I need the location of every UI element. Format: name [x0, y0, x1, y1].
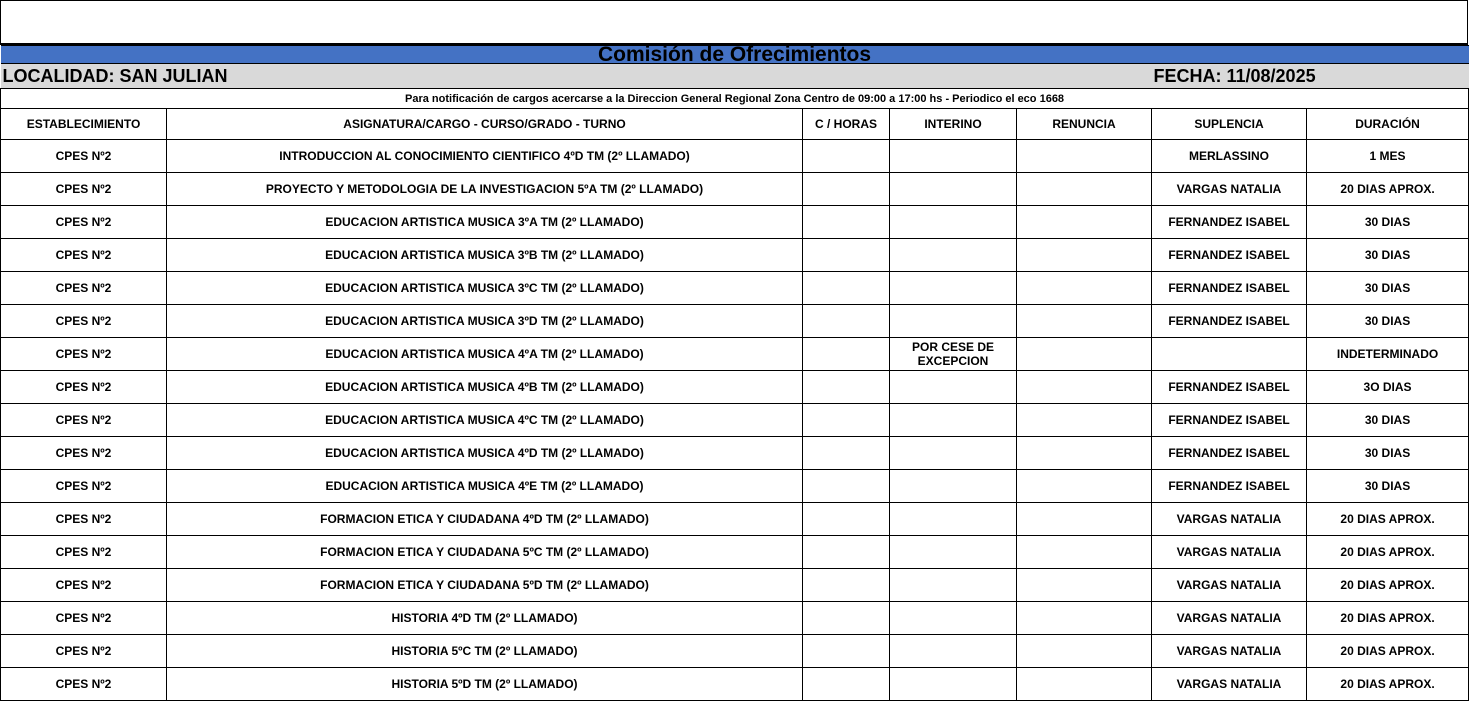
- cell-horas: [803, 635, 890, 668]
- cell-establecimiento: CPES Nº2: [1, 239, 167, 272]
- cell-asignatura: EDUCACION ARTISTICA MUSICA 3ºA TM (2º LLAMADO): [167, 206, 803, 239]
- fecha-label: FECHA: 11/08/2025: [1152, 64, 1469, 89]
- cell-renuncia: [1017, 239, 1152, 272]
- cell-asignatura: EDUCACION ARTISTICA MUSICA 3ºB TM (2º LLAMADO): [167, 239, 803, 272]
- cell-renuncia: [1017, 338, 1152, 371]
- cell-duracion: 3O DIAS: [1307, 371, 1469, 404]
- title-row: [1, 46, 1469, 64]
- cell-establecimiento: CPES Nº2: [1, 503, 167, 536]
- cell-suplencia: FERNANDEZ ISABEL: [1152, 371, 1307, 404]
- cell-renuncia: [1017, 305, 1152, 338]
- cell-duracion: 20 DIAS APROX.: [1307, 668, 1469, 701]
- cell-renuncia: [1017, 503, 1152, 536]
- cell-interino: [890, 470, 1017, 503]
- cell-interino: [890, 404, 1017, 437]
- cell-establecimiento: CPES Nº2: [1, 371, 167, 404]
- table-row: [1, 437, 1469, 470]
- col-header-duracion: DURACIÓN: [1307, 109, 1469, 140]
- cell-asignatura: PROYECTO Y METODOLOGIA DE LA INVESTIGACION 5ºA TM (2º LLAMADO): [167, 173, 803, 206]
- col-header-horas: C / HORAS: [803, 109, 890, 140]
- localidad-label: LOCALIDAD: SAN JULIAN: [1, 64, 1152, 89]
- cell-establecimiento: CPES Nº2: [1, 668, 167, 701]
- cell-interino: POR CESE DE EXCEPCION: [890, 338, 1017, 371]
- cell-horas: [803, 173, 890, 206]
- cell-suplencia: VARGAS NATALIA: [1152, 503, 1307, 536]
- cell-establecimiento: CPES Nº2: [1, 536, 167, 569]
- table-row: [1, 239, 1469, 272]
- cell-asignatura: EDUCACION ARTISTICA MUSICA 3ºC TM (2º LLAMADO): [167, 272, 803, 305]
- col-header-suplencia: SUPLENCIA: [1152, 109, 1307, 140]
- cell-horas: [803, 338, 890, 371]
- cell-horas: [803, 437, 890, 470]
- table-row: [1, 272, 1469, 305]
- table-row: [1, 503, 1469, 536]
- cell-establecimiento: CPES Nº2: [1, 470, 167, 503]
- cell-renuncia: [1017, 470, 1152, 503]
- cell-duracion: 30 DIAS: [1307, 470, 1469, 503]
- cell-suplencia: VARGAS NATALIA: [1152, 668, 1307, 701]
- cell-horas: [803, 140, 890, 173]
- cell-renuncia: [1017, 602, 1152, 635]
- cell-duracion: 20 DIAS APROX.: [1307, 173, 1469, 206]
- cell-establecimiento: CPES Nº2: [1, 602, 167, 635]
- cell-suplencia: MERLASSINO: [1152, 140, 1307, 173]
- cell-renuncia: [1017, 536, 1152, 569]
- cell-asignatura: FORMACION ETICA Y CIUDADANA 4ºD TM (2º LLAMADO): [167, 503, 803, 536]
- cell-suplencia: FERNANDEZ ISABEL: [1152, 206, 1307, 239]
- cell-interino: [890, 503, 1017, 536]
- cell-duracion: 30 DIAS: [1307, 305, 1469, 338]
- cell-asignatura: EDUCACION ARTISTICA MUSICA 3ºD TM (2º LLAMADO): [167, 305, 803, 338]
- table-row: [1, 206, 1469, 239]
- cell-asignatura: FORMACION ETICA Y CIUDADANA 5ºC TM (2º LLAMADO): [167, 536, 803, 569]
- table-row: [1, 602, 1469, 635]
- cell-asignatura: EDUCACION ARTISTICA MUSICA 4ºE TM (2º LLAMADO): [167, 470, 803, 503]
- cell-suplencia: VARGAS NATALIA: [1152, 173, 1307, 206]
- cell-horas: [803, 569, 890, 602]
- col-header-renuncia: RENUNCIA: [1017, 109, 1152, 140]
- cell-horas: [803, 239, 890, 272]
- cell-establecimiento: CPES Nº2: [1, 437, 167, 470]
- cell-duracion: 30 DIAS: [1307, 404, 1469, 437]
- cell-renuncia: [1017, 173, 1152, 206]
- col-header-establecimiento: ESTABLECIMIENTO: [1, 109, 167, 140]
- table-row: [1, 536, 1469, 569]
- cell-duracion: INDETERMINADO: [1307, 338, 1469, 371]
- col-header-interino: INTERINO: [890, 109, 1017, 140]
- cell-establecimiento: CPES Nº2: [1, 569, 167, 602]
- cell-horas: [803, 503, 890, 536]
- cell-asignatura: FORMACION ETICA Y CIUDADANA 5ºD TM (2º LLAMADO): [167, 569, 803, 602]
- table-row: [1, 470, 1469, 503]
- cell-establecimiento: CPES Nº2: [1, 173, 167, 206]
- cell-interino: [890, 635, 1017, 668]
- table-row: [1, 338, 1469, 371]
- cell-suplencia: FERNANDEZ ISABEL: [1152, 437, 1307, 470]
- cell-asignatura: INTRODUCCION AL CONOCIMIENTO CIENTIFICO 4ºD TM (2º LLAMADO): [167, 140, 803, 173]
- cell-establecimiento: CPES Nº2: [1, 140, 167, 173]
- column-header-row: [1, 109, 1469, 140]
- cell-interino: [890, 305, 1017, 338]
- cell-duracion: 20 DIAS APROX.: [1307, 602, 1469, 635]
- col-header-asignatura: ASIGNATURA/CARGO - CURSO/GRADO - TURNO: [167, 109, 803, 140]
- cell-establecimiento: CPES Nº2: [1, 305, 167, 338]
- cell-suplencia: VARGAS NATALIA: [1152, 635, 1307, 668]
- page-title: Comisión de Ofrecimientos: [1, 46, 1469, 64]
- cell-renuncia: [1017, 437, 1152, 470]
- cell-horas: [803, 470, 890, 503]
- cell-interino: [890, 602, 1017, 635]
- cell-horas: [803, 536, 890, 569]
- cell-suplencia: FERNANDEZ ISABEL: [1152, 470, 1307, 503]
- cell-horas: [803, 371, 890, 404]
- cell-suplencia: FERNANDEZ ISABEL: [1152, 305, 1307, 338]
- cell-establecimiento: CPES Nº2: [1, 206, 167, 239]
- cell-horas: [803, 206, 890, 239]
- table-row: [1, 668, 1469, 701]
- cell-interino: [890, 668, 1017, 701]
- cell-horas: [803, 272, 890, 305]
- cell-interino: [890, 536, 1017, 569]
- cell-suplencia: FERNANDEZ ISABEL: [1152, 404, 1307, 437]
- blank-header-cell: [0, 0, 1468, 45]
- cell-duracion: 20 DIAS APROX.: [1307, 635, 1469, 668]
- cell-renuncia: [1017, 272, 1152, 305]
- cell-renuncia: [1017, 206, 1152, 239]
- cell-duracion: 30 DIAS: [1307, 272, 1469, 305]
- cell-renuncia: [1017, 404, 1152, 437]
- cell-interino: [890, 371, 1017, 404]
- cell-duracion: 20 DIAS APROX.: [1307, 569, 1469, 602]
- note-row: [1, 89, 1469, 109]
- cell-horas: [803, 305, 890, 338]
- table-row: [1, 371, 1469, 404]
- cell-asignatura: HISTORIA 4ºD TM (2º LLAMADO): [167, 602, 803, 635]
- cell-establecimiento: CPES Nº2: [1, 635, 167, 668]
- cell-horas: [803, 404, 890, 437]
- cell-asignatura: EDUCACION ARTISTICA MUSICA 4ºB TM (2º LLAMADO): [167, 371, 803, 404]
- cell-interino: [890, 437, 1017, 470]
- cell-establecimiento: CPES Nº2: [1, 338, 167, 371]
- cell-asignatura: EDUCACION ARTISTICA MUSICA 4ºC TM (2º LLAMADO): [167, 404, 803, 437]
- cell-duracion: 1 MES: [1307, 140, 1469, 173]
- cell-renuncia: [1017, 635, 1152, 668]
- cell-interino: [890, 140, 1017, 173]
- cell-duracion: 30 DIAS: [1307, 437, 1469, 470]
- table-row: [1, 305, 1469, 338]
- cell-establecimiento: CPES Nº2: [1, 272, 167, 305]
- table-row: [1, 635, 1469, 668]
- cell-interino: [890, 173, 1017, 206]
- cell-suplencia: VARGAS NATALIA: [1152, 536, 1307, 569]
- cell-suplencia: [1152, 338, 1307, 371]
- table-row: [1, 404, 1469, 437]
- cell-duracion: 30 DIAS: [1307, 239, 1469, 272]
- cell-duracion: 20 DIAS APROX.: [1307, 503, 1469, 536]
- table-row: [1, 569, 1469, 602]
- cell-interino: [890, 239, 1017, 272]
- cell-renuncia: [1017, 668, 1152, 701]
- cell-interino: [890, 206, 1017, 239]
- cell-renuncia: [1017, 569, 1152, 602]
- location-date-row: [1, 64, 1469, 89]
- cell-interino: [890, 569, 1017, 602]
- cell-horas: [803, 668, 890, 701]
- cell-suplencia: FERNANDEZ ISABEL: [1152, 272, 1307, 305]
- cell-duracion: 20 DIAS APROX.: [1307, 536, 1469, 569]
- cell-duracion: 30 DIAS: [1307, 206, 1469, 239]
- cell-renuncia: [1017, 371, 1152, 404]
- cell-asignatura: EDUCACION ARTISTICA MUSICA 4ºD TM (2º LLAMADO): [167, 437, 803, 470]
- cell-establecimiento: CPES Nº2: [1, 404, 167, 437]
- cell-renuncia: [1017, 140, 1152, 173]
- cell-horas: [803, 602, 890, 635]
- notification-note: Para notificación de cargos acercarse a la Direccion General Regional Zona Centro de 09:00 a 17:00 hs - Periodico el eco 1668: [1, 89, 1469, 109]
- table-row: [1, 140, 1469, 173]
- cell-asignatura: EDUCACION ARTISTICA MUSICA 4ºA TM (2º LLAMADO): [167, 338, 803, 371]
- table-row: [1, 173, 1469, 206]
- offers-table: [0, 45, 1469, 701]
- cell-interino: [890, 272, 1017, 305]
- cell-suplencia: VARGAS NATALIA: [1152, 602, 1307, 635]
- cell-suplencia: FERNANDEZ ISABEL: [1152, 239, 1307, 272]
- cell-asignatura: HISTORIA 5ºC TM (2º LLAMADO): [167, 635, 803, 668]
- cell-asignatura: HISTORIA 5ºD TM (2º LLAMADO): [167, 668, 803, 701]
- cell-suplencia: VARGAS NATALIA: [1152, 569, 1307, 602]
